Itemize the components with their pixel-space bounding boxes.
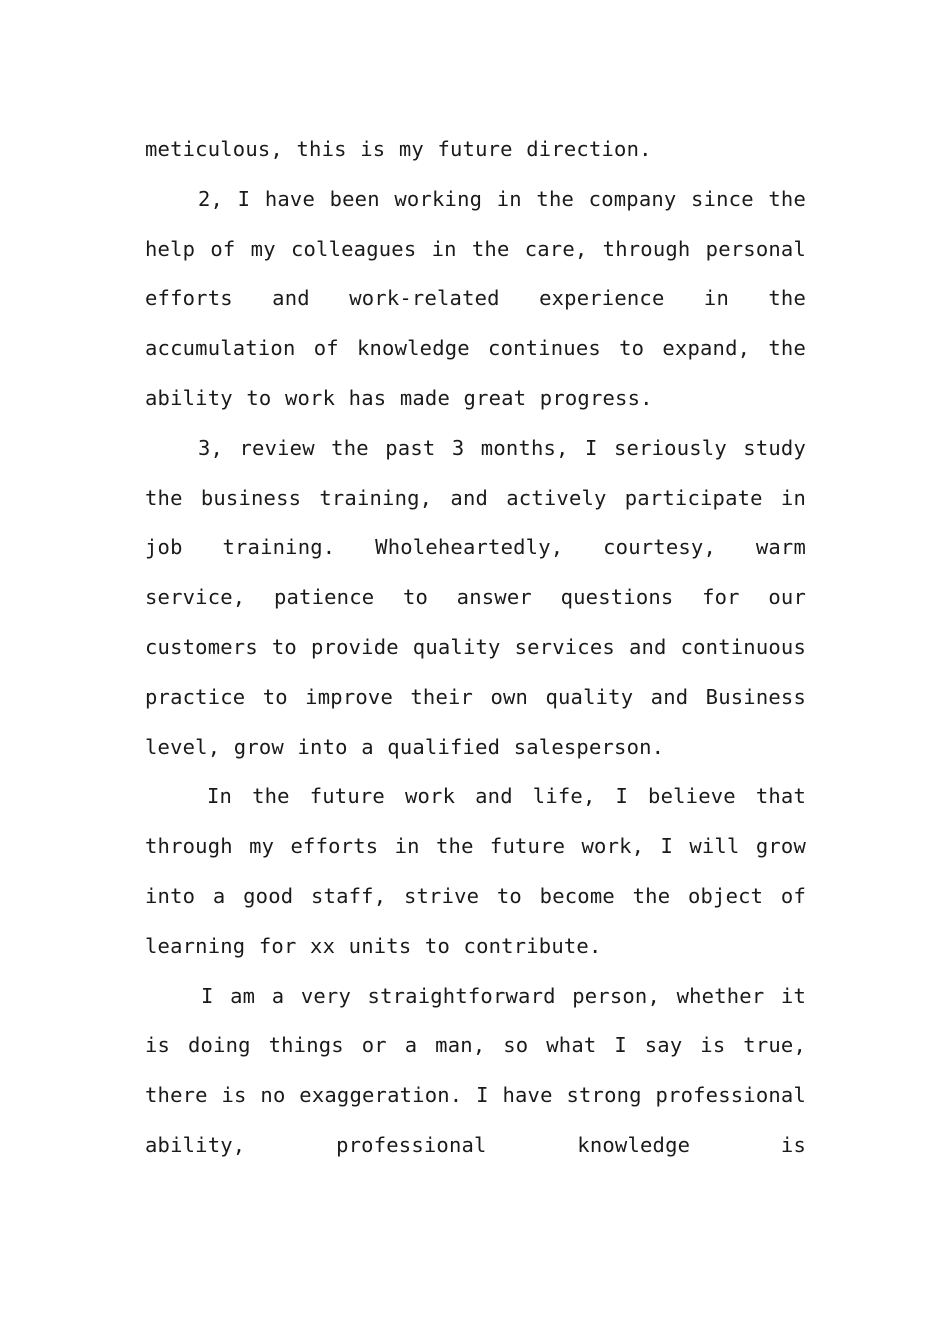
paragraph-point-3: 3, review the past 3 months, I seriously study the business training, and actively participate in job training. Wholeheartedly, courtesy, warm service, patience to answer questions for our customers to provide quality services and continuous practice to improve their own quality and Business level, grow into a qualified salesperson. xyxy=(145,435,806,759)
paragraph-continuation: meticulous, this is my future direction. xyxy=(145,137,652,161)
paragraph-self-description: I am a very straightforward person, whether it is doing things or a man, so what I say is true, there is no exaggeration. I have strong professional ability, professional knowledge is xyxy=(145,983,806,1157)
document-body xyxy=(145,125,806,1171)
paragraph-future-work: In the future work and life, I believe that through my efforts in the future work, I will grow into a good staff, strive to become the object of learning for xx units to contribute. xyxy=(145,784,806,958)
paragraph-point-2: 2, I have been working in the company since the help of my colleagues in the care, through personal efforts and work-related experience in the accumulation of knowledge continues to expand, the ability to work has made great progress. xyxy=(145,186,806,410)
